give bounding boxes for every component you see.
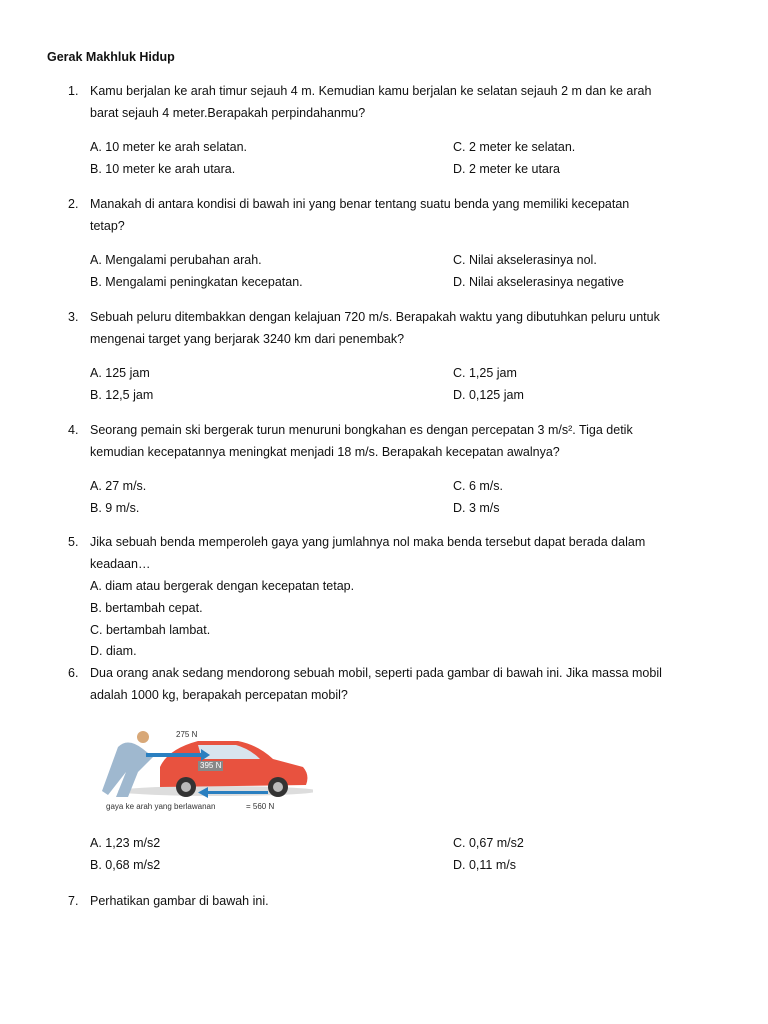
option-b: B. Mengalami peningkatan kecepatan.: [90, 275, 303, 289]
document-title: Gerak Makhluk Hidup: [47, 50, 175, 64]
option-d: D. 3 m/s: [453, 501, 500, 515]
question-text: tetap?: [90, 219, 125, 233]
question-text: barat sejauh 4 meter.Berapakah perpindahanmu?: [90, 106, 366, 120]
option-a: A. 10 meter ke arah selatan.: [90, 140, 248, 154]
option-c: C. 6 m/s.: [453, 479, 504, 493]
car-push-figure: [98, 727, 313, 817]
figure-caption: gaya ke arah yang berlawanan: [106, 802, 216, 811]
question-text: adalah 1000 kg, berapakah percepatan mobil?: [90, 688, 348, 702]
question-text: Dua orang anak sedang mendorong sebuah mobil, seperti pada gambar di bawah ini. Jika massa mobil: [90, 666, 662, 680]
option-a: A. 27 m/s.: [90, 479, 147, 493]
force-label-395: 395 N: [200, 761, 222, 770]
option-b: B. bertambah cepat.: [90, 601, 203, 615]
question-number: 2.: [68, 197, 79, 211]
question-text: kemudian kecepatannya meningkat menjadi 18 m/s. Berapakah kecepatan awalnya?: [90, 445, 560, 459]
question-text: Manakah di antara kondisi di bawah ini yang benar tentang suatu benda yang memiliki kecepatan: [90, 197, 630, 211]
question-text: Jika sebuah benda memperoleh gaya yang jumlahnya nol maka benda tersebut dapat berada dalam: [90, 535, 646, 549]
option-a: A. diam atau bergerak dengan kecepatan tetap.: [90, 579, 355, 593]
option-c: C. Nilai akselerasinya nol.: [453, 253, 597, 267]
option-d: D. 0,125 jam: [453, 388, 524, 402]
option-a: A. 1,23 m/s2: [90, 836, 161, 850]
question-number: 3.: [68, 310, 79, 324]
question-number: 4.: [68, 423, 79, 437]
option-d: D. Nilai akselerasinya negative: [453, 275, 624, 289]
question-text: Perhatikan gambar di bawah ini.: [90, 894, 269, 908]
option-c: C. 2 meter ke selatan.: [453, 140, 576, 154]
option-b: B. 9 m/s.: [90, 501, 140, 515]
option-d: D. diam.: [90, 644, 137, 658]
option-b: B. 10 meter ke arah utara.: [90, 162, 236, 176]
option-a: A. Mengalami perubahan arah.: [90, 253, 262, 267]
option-b: B. 12,5 jam: [90, 388, 154, 402]
force-label-275: 275 N: [176, 730, 198, 739]
question-number: 1.: [68, 84, 79, 98]
question-number: 7.: [68, 894, 79, 908]
option-c: C. 0,67 m/s2: [453, 836, 524, 850]
question-number: 5.: [68, 535, 79, 549]
force-label-560: = 560 N: [246, 802, 275, 811]
question-text: Seorang pemain ski bergerak turun menuruni bongkahan es dengan percepatan 3 m/s². Tiga detik: [90, 423, 633, 437]
question-number: 6.: [68, 666, 79, 680]
option-a: A. 125 jam: [90, 366, 150, 380]
option-c: C. bertambah lambat.: [90, 623, 211, 637]
question-text: keadaan…: [90, 557, 151, 571]
option-d: D. 0,11 m/s: [453, 858, 516, 872]
option-c: C. 1,25 jam: [453, 366, 517, 380]
option-d: D. 2 meter ke utara: [453, 162, 560, 176]
question-text: Sebuah peluru ditembakkan dengan kelajuan 720 m/s. Berapakah waktu yang dibutuhkan peluru untuk: [90, 310, 660, 324]
question-text: mengenai target yang berjarak 3240 km dari penembak?: [90, 332, 405, 346]
question-text: Kamu berjalan ke arah timur sejauh 4 m. Kemudian kamu berjalan ke selatan sejauh 2 m dan ke arah: [90, 84, 652, 98]
option-b: B. 0,68 m/s2: [90, 858, 161, 872]
